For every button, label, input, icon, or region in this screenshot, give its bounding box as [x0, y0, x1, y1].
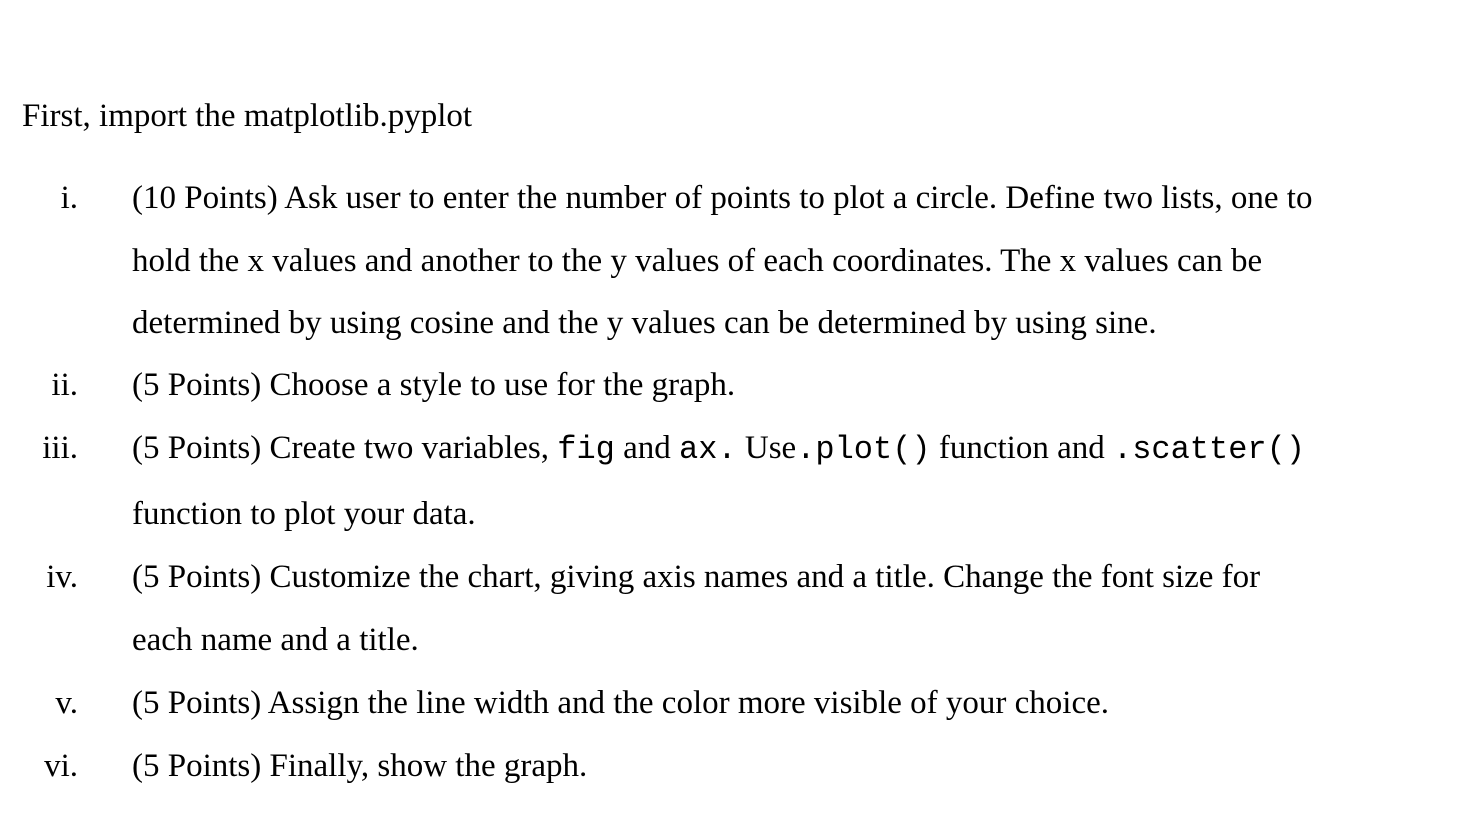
item-iii-text-3: Use [736, 430, 797, 466]
item-v-line-1: (5 Points) Assign the line width and the color more visible of your choice. [132, 685, 1109, 721]
item-iv-line-1: (5 Points) Customize the chart, giving axis names and a title. Change the font size for [132, 559, 1261, 595]
item-numeral-iii: iii. [42, 430, 78, 466]
item-i-line-2: hold the x values and another to the y values of each coordinates. The x values can be [132, 243, 1263, 279]
item-numeral-iv: iv. [46, 559, 78, 595]
intro-text: First, import the matplotlib.pyplot [22, 98, 473, 134]
code-scatter: .scatter() [1112, 431, 1306, 468]
item-numeral-v: v. [55, 685, 78, 721]
code-fig: fig [557, 431, 615, 468]
item-iii-line-2: function to plot your data. [132, 496, 476, 532]
item-iii-text-4: function and [930, 430, 1113, 466]
item-numeral-i: i. [60, 180, 78, 216]
item-iii-text-2: and [614, 430, 679, 466]
item-iv-line-2: each name and a title. [132, 622, 419, 658]
item-numeral-vi: vi. [44, 748, 78, 784]
item-i-line-3: determined by using cosine and the y values can be determined by using sine. [132, 305, 1157, 341]
code-plot: .plot() [796, 431, 931, 468]
code-ax: ax. [679, 431, 737, 468]
item-numeral-ii: ii. [51, 367, 78, 403]
item-i-line-1: (10 Points) Ask user to enter the number of points to plot a circle. Define two lists, one to [132, 180, 1313, 216]
item-iii-text-1: (5 Points) Create two variables, [132, 430, 558, 466]
item-vi-line-1: (5 Points) Finally, show the graph. [132, 748, 588, 784]
item-iii-line-1 [132, 430, 1305, 469]
item-ii-line-1: (5 Points) Choose a style to use for the graph. [132, 367, 736, 403]
